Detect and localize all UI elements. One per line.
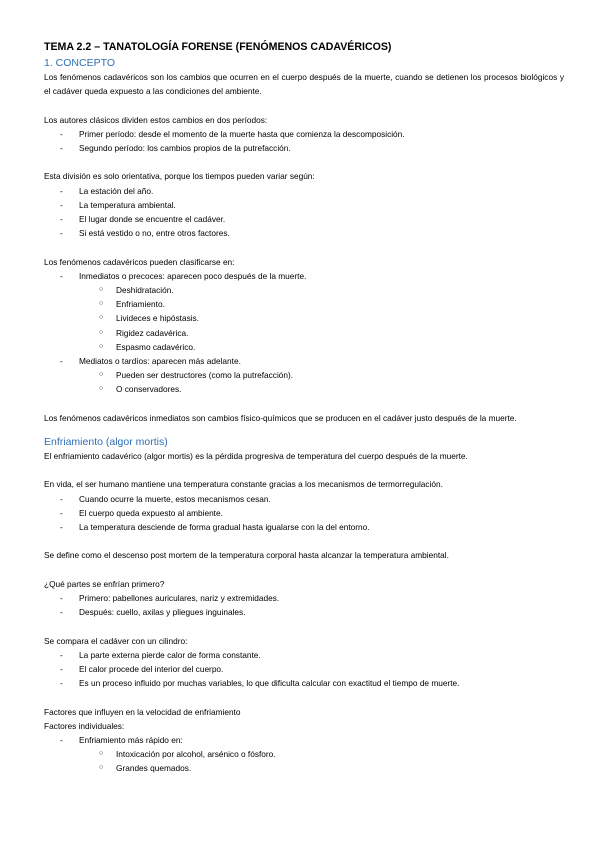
sublist-item: ○ Intoxicación por alcohol, arsénico o fósforo. — [99, 749, 276, 760]
paragraph-life: En vida, el ser humano mantiene una temperatura constante gracias a los mecanismos de termorregulación. — [44, 479, 443, 490]
list-periods — [44, 127, 564, 155]
list-item: - Después: cuello, axilas y pliegues inguinales. — [60, 607, 246, 618]
list-item: - El cuerpo queda expuesto al ambiente. — [60, 507, 223, 518]
list-question — [44, 591, 564, 619]
sublist-item: ○ Grandes quemados. — [99, 763, 192, 774]
sublist-item: ○ Pueden ser destructores (como la putrefacción). — [99, 370, 294, 381]
list-cylinder — [44, 648, 564, 691]
paragraph-classify-intro: Los fenómenos cadavéricos pueden clasificarse en: — [44, 256, 235, 267]
list-life — [44, 492, 564, 535]
sublist-item: ○ Deshidratación. — [99, 285, 174, 295]
paragraph-factors-intro: Esta división es solo orientativa, porque los tiempos pueden variar según: — [44, 171, 315, 182]
section-heading-concepto: 1. CONCEPTO — [44, 57, 115, 69]
document-page — [44, 40, 564, 776]
list-factors — [44, 184, 564, 241]
paragraph-closing: Los fenómenos cadavéricos inmediatos son cambios físico-químicos que se producen en el cadáver justo después de la muerte. — [44, 412, 517, 423]
sublist-item: ○ Enfriamiento. — [99, 299, 165, 310]
list-item: - Primer período: desde el momento de la muerte hasta que comienza la descomposición. — [60, 128, 405, 139]
sublist-item: ○ Livideces e hipóstasis. — [99, 313, 200, 324]
document-title: TEMA 2.2 – TANATOLOGÍA FORENSE (FENÓMENOS CADAVÉRICOS) — [44, 41, 392, 53]
list-item: - El calor procede del interior del cuerpo. — [60, 664, 224, 674]
list-item: - Enfriamiento más rápido en: — [60, 735, 183, 745]
section-heading-enfriamiento: Enfriamiento (algor mortis) — [44, 436, 168, 449]
sublist-item: ○ Rigidez cadavérica. — [99, 327, 189, 338]
list-classification — [44, 269, 564, 397]
paragraph-question: ¿Qué partes se enfrían primero? — [44, 578, 165, 589]
sublist-item: ○ Espasmo cadavérico. — [99, 341, 196, 352]
list-item-immediate: - Inmediatos o precoces: aparecen poco después de la muerte. — [60, 270, 307, 281]
paragraph-intro: Los fenómenos cadavéricos son los cambios que ocurren en el cuerpo después de la muerte, cuando se detienen los procesos biológicos y el cadáver queda expuesto a las condiciones del ambiente. — [44, 72, 564, 97]
paragraph-factors-heading: Factores que influyen en la velocidad de enfriamiento — [44, 706, 241, 717]
list-item: - La estación del año. — [60, 185, 154, 196]
list-item-mediate: - Mediatos o tardíos: aparecen más adelante. — [60, 356, 241, 367]
list-item: - Si está vestido o no, entre otros factores. — [60, 228, 230, 239]
paragraph-definition: El enfriamiento cadavérico (algor mortis) es la pérdida progresiva de temperatura del cuerpo después de la muerte. — [44, 451, 468, 462]
list-item: - Cuando ocurre la muerte, estos mecanismos cesan. — [60, 493, 271, 504]
paragraph-individual: Factores individuales: — [44, 720, 125, 731]
list-item: - La temperatura ambiental. — [60, 199, 176, 210]
list-faster — [44, 733, 564, 776]
list-item: - Es un proceso influido por muchas variables, lo que dificulta calcular con exactitud el tiempo de muerte. — [60, 678, 460, 689]
list-item: - La temperatura desciende de forma gradual hasta igualarse con la del entorno. — [60, 522, 370, 533]
list-item: - Segundo período: los cambios propios de la putrefacción. — [60, 143, 291, 153]
list-item: - El lugar donde se encuentre el cadáver. — [60, 214, 226, 224]
paragraph-defined: Se define como el descenso post mortem de la temperatura corporal hasta alcanzar la temperatura ambiental. — [44, 550, 449, 561]
sublist-item: ○ O conservadores. — [99, 384, 182, 395]
list-item: - Primero: pabellones auriculares, nariz y extremidades. — [60, 593, 280, 603]
paragraph-cylinder: Se compara el cadáver con un cilindro: — [44, 635, 188, 646]
list-item: - La parte externa pierde calor de forma constante. — [60, 649, 261, 660]
paragraph-periods-intro: Los autores clásicos dividen estos cambios en dos períodos: — [44, 114, 268, 125]
